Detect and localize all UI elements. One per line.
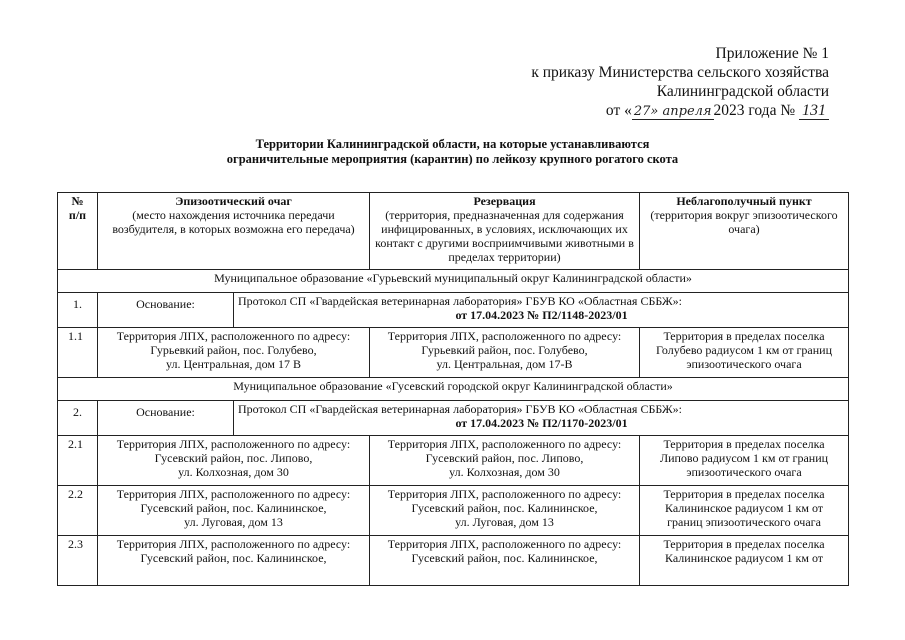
header-focus-title: Эпизоотический очаг (175, 194, 292, 208)
header-reservation (370, 193, 640, 270)
reservation-line: Гусевский район, пос. Калининское, (411, 501, 598, 515)
basis-row (58, 401, 849, 436)
focus-line: Территория ЛПХ, расположенного по адресу: (116, 537, 351, 551)
reservation-line: Территория ЛПХ, расположенного по адресу: (387, 537, 622, 551)
reservation-cell (370, 486, 640, 536)
protocol-date: от 17.04.2023 № П2/1170-2023/01 (455, 416, 628, 430)
basis-label: Основание: (98, 293, 234, 328)
reservation-line: Гурьевкий район, пос. Голубево, (421, 343, 588, 357)
focus-cell (98, 436, 370, 486)
table-row (58, 436, 849, 486)
focus-line: Гурьевкий район, пос. Голубево, (150, 343, 317, 357)
unfavorable-line: границ эпизоотического очага (667, 515, 821, 529)
table-header-row (58, 193, 849, 270)
annex-order-ref: к приказу Министерства сельского хозяйства (531, 64, 829, 81)
header-reservation-title: Резервация (473, 194, 536, 208)
unfavorable-cell (640, 436, 849, 486)
quarantine-table (57, 192, 849, 586)
focus-line: ул. Центральная, дом 17 В (166, 357, 301, 371)
unfavorable-line: Голубево радиусом 1 км от границ (656, 343, 832, 357)
focus-cell (98, 536, 370, 586)
header-num-line-2: п/п (68, 208, 87, 222)
unfavorable-line: Липово радиусом 1 км от границ (659, 451, 829, 465)
focus-line: Территория ЛПХ, расположенного по адресу: (116, 329, 351, 343)
annex-date-line (531, 101, 829, 121)
unfavorable-line: эпизоотического очага (686, 465, 802, 479)
focus-line: Территория ЛПХ, расположенного по адресу: (116, 437, 351, 451)
row-number: 2.2 (58, 486, 98, 536)
unfavorable-cell (640, 328, 849, 378)
header-num (58, 193, 98, 270)
handwritten-date: 27» апреля (633, 104, 712, 119)
unfavorable-line: Территория в пределах поселка (663, 437, 825, 451)
unfavorable-line: эпизоотического очага (686, 357, 802, 371)
focus-line: ул. Колхозная, дом 30 (178, 465, 289, 479)
row-number: 2.1 (58, 436, 98, 486)
basis-label: Основание: (98, 401, 234, 436)
row-number: 2.3 (58, 536, 98, 586)
reservation-line: Гусевский район, пос. Калининское, (411, 551, 598, 565)
annex-title: Приложение № 1 (715, 45, 829, 62)
reservation-cell (370, 536, 640, 586)
focus-cell (98, 328, 370, 378)
protocol-date: от 17.04.2023 № П2/1148-2023/01 (455, 308, 628, 322)
basis-protocol (234, 401, 849, 436)
unfavorable-line: Территория в пределах поселка (663, 487, 825, 501)
reservation-cell (370, 328, 640, 378)
unfavorable-cell (640, 536, 849, 586)
reservation-cell (370, 436, 640, 486)
table-row (58, 536, 849, 586)
header-focus-subtitle: (место нахождения источника передачи возбудителя, в которых возможна его передача) (112, 208, 355, 236)
municipality-row (58, 378, 849, 401)
table-row (58, 486, 849, 536)
annex-date-prefix: от « (605, 102, 632, 119)
header-num-line-1: № (71, 194, 84, 208)
unfavorable-line: Калининское радиусом 1 км от (665, 501, 824, 515)
focus-line: Гусевский район, пос. Калининское, (140, 551, 327, 565)
focus-line: Гусевский район, пос. Липово, (154, 451, 313, 465)
reservation-line: Территория ЛПХ, расположенного по адресу: (387, 437, 622, 451)
focus-line: Территория ЛПХ, расположенного по адресу: (116, 487, 351, 501)
basis-number: 2. (58, 401, 98, 436)
document-title (0, 137, 905, 167)
municipality-name: Муниципальное образование «Гурьевский муниципальный округ Калининградской области» (58, 270, 849, 293)
header-reservation-subtitle: (территория, предназначенная для содержания инфицированных, в условиях, исключающих их контакт с другими восприимчивыми животными в пределах территории) (375, 208, 634, 264)
row-number: 1.1 (58, 328, 98, 378)
protocol-text: Протокол СП «Гвардейская ветеринарная лаборатория» ГБУВ КО «Областная СББЖ»: (238, 402, 683, 416)
focus-line: Гусевский район, пос. Калининское, (140, 501, 327, 515)
unfavorable-line: Калининское радиусом 1 км от (665, 551, 824, 565)
annex-year: 2023 года № (713, 102, 796, 119)
header-unfavorable-title: Неблагополучный пункт (676, 194, 812, 208)
document-title-line-2: ограничительные мероприятия (карантин) по лейкозу крупного рогатого скота (226, 152, 679, 166)
document-title-line-1: Территории Калининградской области, на которые устанавливаются (255, 137, 650, 151)
header-unfavorable (640, 193, 849, 270)
basis-row (58, 293, 849, 328)
annex-region: Калининградской области (656, 83, 829, 100)
focus-cell (98, 486, 370, 536)
basis-protocol (234, 293, 849, 328)
unfavorable-line: Территория в пределах поселка (663, 329, 825, 343)
focus-line: ул. Луговая, дом 13 (184, 515, 283, 529)
header-unfavorable-subtitle: (территория вокруг эпизоотического очага) (650, 208, 838, 236)
municipality-name: Муниципальное образование «Гусевский городской округ Калининградской области» (58, 378, 849, 401)
unfavorable-cell (640, 486, 849, 536)
reservation-line: Территория ЛПХ, расположенного по адресу: (387, 329, 622, 343)
annex-header (531, 44, 829, 121)
reservation-line: Гусевский район, пос. Липово, (425, 451, 584, 465)
header-focus (98, 193, 370, 270)
unfavorable-line: Территория в пределах поселка (663, 537, 825, 551)
protocol-text: Протокол СП «Гвардейская ветеринарная лаборатория» ГБУВ КО «Областная СББЖ»: (238, 294, 683, 308)
municipality-row (58, 270, 849, 293)
handwritten-order-number: 131 (799, 102, 829, 120)
basis-number: 1. (58, 293, 98, 328)
reservation-line: ул. Колхозная, дом 30 (449, 465, 560, 479)
reservation-line: Территория ЛПХ, расположенного по адресу: (387, 487, 622, 501)
reservation-line: ул. Центральная, дом 17-В (436, 357, 573, 371)
reservation-line: ул. Луговая, дом 13 (455, 515, 554, 529)
table-row (58, 328, 849, 378)
